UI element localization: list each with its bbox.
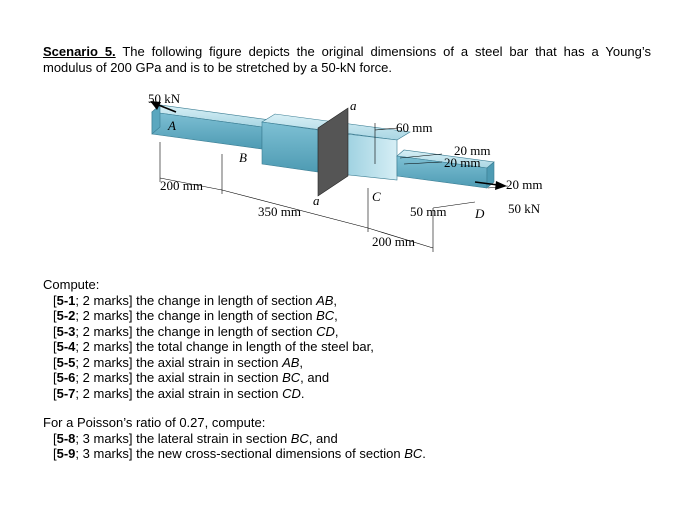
dim-cd-length: 200 mm <box>372 234 415 249</box>
point-b-label: B <box>239 150 247 165</box>
question-item: [5-4; 2 marks] the total change in length of the steel bar, <box>53 339 374 354</box>
point-d-label: D <box>475 206 485 221</box>
scenario-title: Scenario 5. <box>43 44 116 59</box>
question-item: [5-2; 2 marks] the change in length of section BC, <box>53 308 338 323</box>
scenario-paragraph <box>43 44 651 76</box>
point-c-label: C <box>372 189 381 204</box>
dim-cd-width-3: 20 mm <box>506 177 543 192</box>
question-item: [5-1; 2 marks] the change in length of section AB, <box>53 292 338 308</box>
section-bc-front-left <box>262 122 318 172</box>
question-item: [5-6; 2 marks] the axial strain in section BC, and <box>53 370 330 385</box>
question-item: [5-3; 2 marks] the change in length of section CD, <box>53 323 339 339</box>
point-a-label: A <box>168 118 176 133</box>
question-item: [5-9; 3 marks] the new cross-sectional dimensions of section BC. <box>53 446 426 461</box>
scenario-text: The following figure depicts the original dimensions of a steel bar that has a Young’s modulus of 200 GPa and is to be stretched by a 50-kN force. <box>43 44 651 75</box>
force-right-label: 50 kN <box>508 201 541 216</box>
question-item: [5-8; 3 marks] the lateral strain in section BC, and <box>53 430 338 446</box>
question-item: [5-5; 2 marks] the axial strain in section AB, <box>53 354 304 370</box>
dim-bc-length: 350 mm <box>258 204 301 219</box>
section-label-bottom: a <box>313 193 320 208</box>
dim-cd-width-1: 20 mm <box>454 143 491 158</box>
dim-bc-width: 60 mm <box>396 120 433 135</box>
steel-bar-figure <box>130 90 560 265</box>
compute-heading: Compute: <box>43 277 100 292</box>
dim-bc-depth: 50 mm <box>410 204 447 219</box>
poisson-block <box>43 415 426 462</box>
compute-block <box>43 277 374 401</box>
question-item: [5-7; 2 marks] the axial strain in section CD. <box>53 385 305 401</box>
poisson-heading: For a Poisson’s ratio of 0.27, compute: <box>43 415 266 430</box>
force-left-label: 50 kN <box>148 91 181 106</box>
dim-ab-length: 200 mm <box>160 178 203 193</box>
dim-cd-width-2: 20 mm <box>444 155 481 170</box>
section-label-top: a <box>350 98 357 113</box>
